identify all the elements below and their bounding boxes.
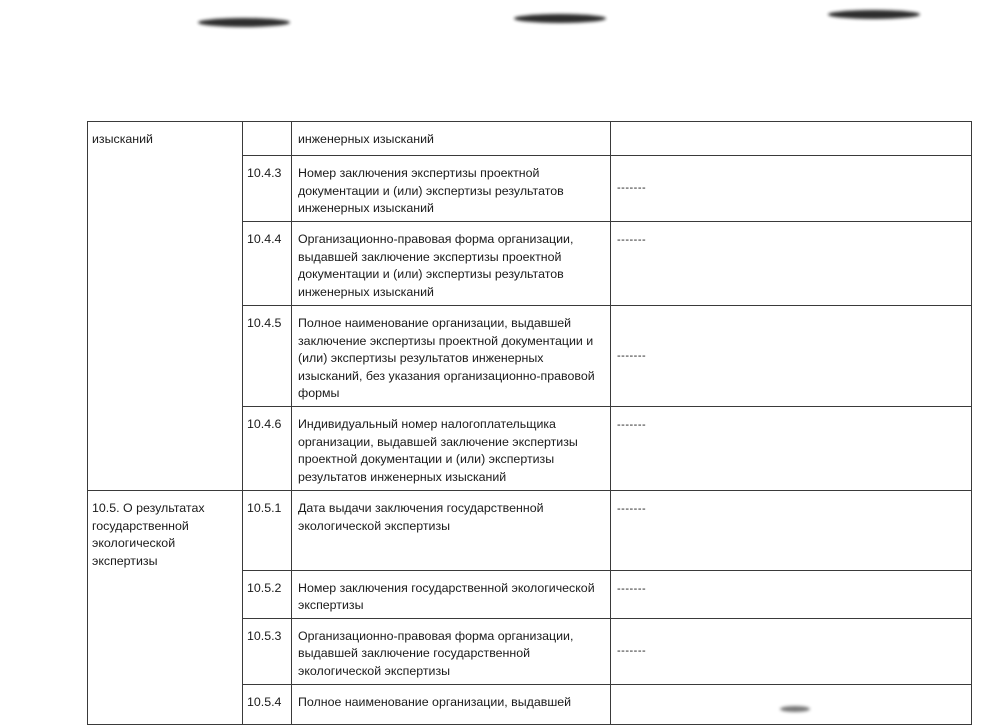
item-value: -------: [617, 645, 647, 658]
item-number: 10.4.5: [247, 316, 282, 330]
item-value: -------: [617, 349, 647, 362]
item-number: 10.5.2: [247, 580, 282, 595]
item-number-cell: [243, 222, 292, 306]
description-cell: [292, 684, 611, 724]
value-cell: [611, 684, 972, 724]
item-description: Полное наименование организации, выдавшей: [298, 694, 572, 709]
item-description: инженерных изысканий: [298, 132, 434, 146]
table-row: [88, 491, 972, 571]
value-cell: [611, 491, 972, 571]
item-number-cell: [243, 122, 292, 156]
item-description: Организационно-правовая форма организации, выдавшей заключение государственной экологической экспертизы: [298, 628, 574, 679]
scan-artifact: [828, 10, 920, 19]
description-cell: [292, 156, 611, 222]
item-number-cell: [243, 570, 292, 618]
item-value: -------: [617, 582, 647, 595]
section-label: 10.5. О результатах государственной экологической экспертизы: [92, 501, 205, 568]
item-number: 10.4.3: [247, 166, 282, 180]
table-row: [88, 407, 972, 491]
section-cell: [88, 407, 243, 491]
item-number-cell: [243, 156, 292, 222]
description-cell: [292, 122, 611, 156]
item-description: Номер заключения государственной экологической экспертизы: [298, 580, 595, 613]
description-cell: [292, 618, 611, 684]
table-row: [88, 618, 972, 684]
value-cell: [611, 306, 972, 407]
section-cell: [88, 122, 243, 156]
section-cell: [88, 491, 243, 571]
section-cell: [88, 618, 243, 684]
item-number-cell: [243, 618, 292, 684]
description-cell: [292, 222, 611, 306]
scan-artifact: [198, 18, 290, 27]
value-cell: [611, 156, 972, 222]
description-cell: [292, 407, 611, 491]
value-cell: [611, 618, 972, 684]
section-cell: [88, 570, 243, 618]
item-number-cell: [243, 491, 292, 571]
item-value: -------: [617, 503, 647, 515]
table-row: [88, 570, 972, 618]
item-value: -------: [617, 182, 647, 195]
value-cell: [611, 570, 972, 618]
section-label: изысканий: [92, 132, 153, 146]
section-cell: [88, 684, 243, 724]
table-row: [88, 306, 972, 407]
item-number: 10.5.1: [247, 501, 282, 515]
table-row: [88, 222, 972, 306]
scan-artifact: [514, 14, 606, 23]
item-description: Индивидуальный номер налогоплательщика организации, выдавшей заключение экспертизы проектной документации и (или) экспертизы результатов инженерных изысканий: [298, 417, 578, 484]
table-row: [88, 684, 972, 724]
description-cell: [292, 306, 611, 407]
description-cell: [292, 491, 611, 571]
item-number: 10.5.3: [247, 628, 282, 643]
table-row: [88, 122, 972, 156]
item-number-cell: [243, 306, 292, 407]
description-cell: [292, 570, 611, 618]
item-number-cell: [243, 684, 292, 724]
item-description: Номер заключения экспертизы проектной документации и (или) экспертизы результатов инженерных изысканий: [298, 166, 564, 216]
item-value: -------: [617, 234, 647, 246]
item-description: Полное наименование организации, выдавшей заключение экспертизы проектной документации и (или) экспертизы результатов инженерных изысканий, без указания организационно-правовой формы: [298, 316, 595, 401]
section-cell: [88, 156, 243, 222]
table-row: [88, 156, 972, 222]
value-cell: [611, 407, 972, 491]
item-number: 10.5.4: [247, 694, 282, 709]
item-value: -------: [617, 419, 647, 431]
item-number: 10.4.4: [247, 232, 282, 246]
value-cell: [611, 122, 972, 156]
value-cell: [611, 222, 972, 306]
item-number-cell: [243, 407, 292, 491]
section-cell: [88, 222, 243, 306]
document-table: [87, 121, 972, 725]
item-description: Организационно-правовая форма организации, выдавшей заключение экспертизы проектной документации и (или) экспертизы результатов инженерных изысканий: [298, 232, 574, 299]
item-description: Дата выдачи заключения государственной экологической экспертизы: [298, 501, 544, 533]
item-number: 10.4.6: [247, 417, 282, 431]
section-cell: [88, 306, 243, 407]
